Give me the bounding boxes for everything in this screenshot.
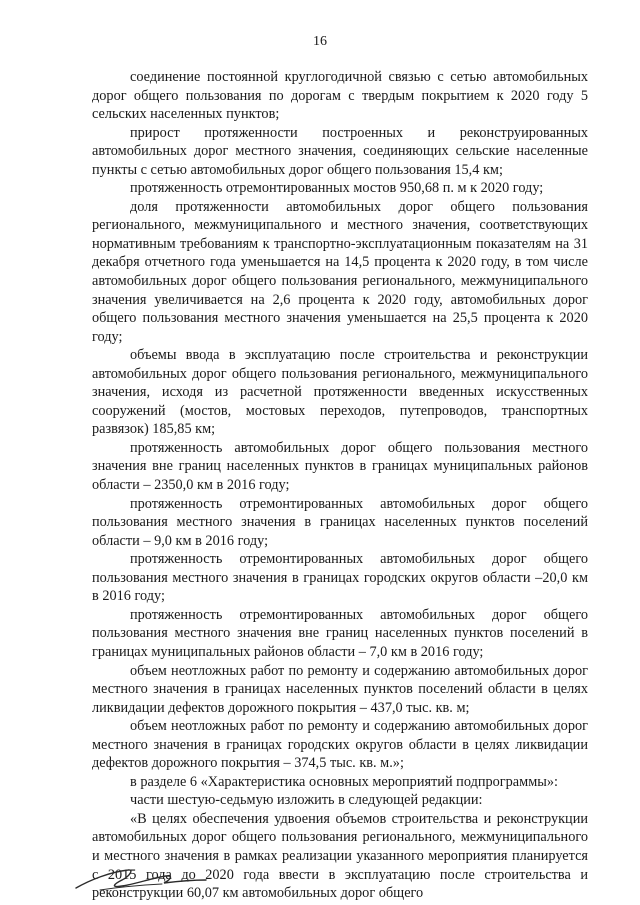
paragraph: объем неотложных работ по ремонту и содержанию автомобильных дорог местного значения в границах городских округов области в целях ликвидации дефектов дорожного покрытия – 374,5 тыс. кв. м.»; bbox=[92, 718, 588, 772]
paragraph: протяженность отремонтированных мостов 950,68 п. м к 2020 году; bbox=[130, 180, 544, 197]
document-body bbox=[92, 68, 588, 903]
handwritten-signature bbox=[70, 850, 210, 900]
paragraph: части шестую-седьмую изложить в следующей редакции: bbox=[130, 792, 483, 809]
paragraph: в разделе 6 «Характеристика основных мероприятий подпрограммы»: bbox=[130, 773, 558, 790]
paragraph: соединение постоянной круглогодичной связью с сетью автомобильных дорог общего пользования по дорогам с твердым покрытием к 2020 году 5 сельских населенных пунктов; bbox=[92, 69, 588, 123]
paragraph: прирост протяженности построенных и реконструированных автомобильных дорог местного значения, соединяющих сельские населенные пункты с сетью автомобильных дорог общего пользования 15,4 км; bbox=[92, 124, 588, 178]
paragraph: протяженность отремонтированных автомобильных дорог общего пользования местного значения в границах городских округов области –20,0 км в 2016 году; bbox=[92, 551, 588, 605]
paragraph: доля протяженности автомобильных дорог общего пользования регионального, межмуниципального и местного значения, соответствующих нормативным требованиям к транспортно-эксплуатационным показателям на 31 декабря отчетного года уменьшается на 14,5 процента к 2020 году, в том числе автомобильных дорог общего пользования регионального, межмуниципального значения увеличивается на 2,6 процента к 2020 году, автомобильных дорог общего пользования местного значения уменьшается на 25,5 процента к 2020 году; bbox=[92, 198, 588, 345]
paragraph: протяженность отремонтированных автомобильных дорог общего пользования местного значения в границах населенных пунктов поселений области – 9,0 км в 2016 году; bbox=[92, 495, 588, 549]
page-number: 16 bbox=[313, 34, 327, 49]
paragraph: объем неотложных работ по ремонту и содержанию автомобильных дорог местного значения в границах населенных пунктов поселений области в целях ликвидации дефектов дорожного покрытия – 437,0 тыс. кв. м; bbox=[92, 662, 588, 716]
paragraph: объемы ввода в эксплуатацию после строительства и реконструкции автомобильных дорог общего пользования регионального, межмуниципального значения, исходя из расчетной протяженности введенных искусственных сооружений (мостов, мостовых переходов, путепроводов, транспортных развязок) 185,85 км; bbox=[92, 347, 588, 438]
paragraph: протяженность отремонтированных автомобильных дорог общего пользования местного значения вне границ населенных пунктов поселений в границах муниципальных районов области – 7,0 км в 2016 году; bbox=[92, 606, 588, 660]
paragraph: протяженность автомобильных дорог общего пользования местного значения вне границ населенных пунктов в границах муниципальных районов области – 2350,0 км в 2016 году; bbox=[92, 439, 588, 494]
paragraph: «В целях обеспечения удвоения объемов строительства и реконструкции автомобильных дорог общего пользования регионального, межмуниципального и местного значения в рамках реализации указанного мероприятия планируется с 2015 года до 2020 года ввести в эксплуатацию после строительства и реконструкции 60,07 км автомобильных дорог общего bbox=[92, 810, 588, 902]
